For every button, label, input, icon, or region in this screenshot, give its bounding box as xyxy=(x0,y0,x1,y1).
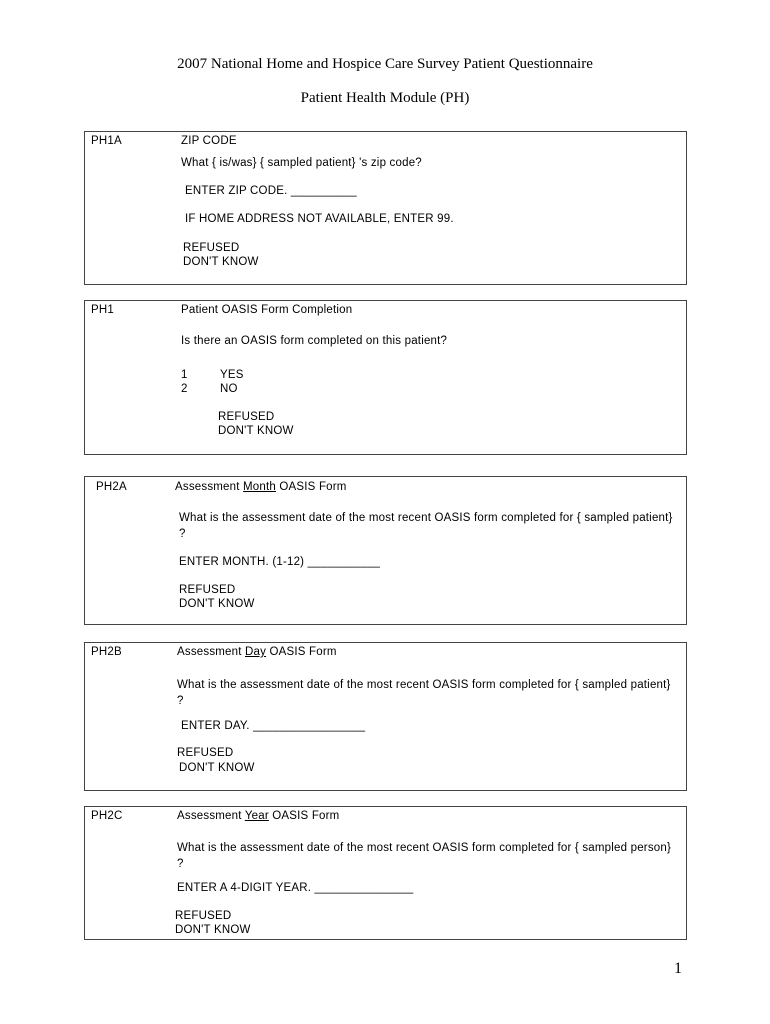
question-block-ph2a xyxy=(84,476,687,625)
option-refused: REFUSED xyxy=(218,411,275,423)
year-entry: ENTER A 4-DIGIT YEAR. _______________ xyxy=(177,882,414,894)
label-keyword: Year xyxy=(244,810,269,822)
zip-code-entry: ENTER ZIP CODE. __________ xyxy=(185,185,357,197)
module-subtitle: Patient Health Module (PH) xyxy=(300,90,470,106)
question-label: Assessment Month OASIS Form xyxy=(175,481,347,493)
option-dont-know: DON'T KNOW xyxy=(179,762,255,774)
instruction-note: IF HOME ADDRESS NOT AVAILABLE, ENTER 99. xyxy=(185,213,454,225)
question-code: PH1A xyxy=(91,135,122,147)
option-dont-know: DON'T KNOW xyxy=(175,924,251,936)
label-keyword: Month xyxy=(243,481,276,493)
option-dont-know: DON'T KNOW xyxy=(179,598,255,610)
option-yes-label: YES xyxy=(220,369,244,381)
question-code: PH1 xyxy=(91,304,114,316)
question-text: What { is/was} { sampled patient} 's zip code? xyxy=(181,157,422,169)
label-keyword: Day xyxy=(245,646,267,658)
option-refused: REFUSED xyxy=(177,747,234,759)
question-label: Patient OASIS Form Completion xyxy=(181,304,353,316)
question-block-ph1a xyxy=(84,131,687,285)
question-code: PH2B xyxy=(91,646,122,658)
option-yes-number: 1 xyxy=(181,369,188,381)
question-label: Assessment Year OASIS Form xyxy=(177,810,340,822)
question-block-ph1 xyxy=(84,300,687,455)
option-no-label: NO xyxy=(220,383,238,395)
document-title: 2007 National Home and Hospice Care Survey Patient Questionnaire xyxy=(177,56,593,72)
option-no-number: 2 xyxy=(181,383,188,395)
question-block-ph2b xyxy=(84,642,687,791)
page-number: 1 xyxy=(674,960,682,977)
question-text: What is the assessment date of the most recent OASIS form completed for { sampled patient} ? xyxy=(179,512,673,540)
day-entry: ENTER DAY. _________________ xyxy=(181,720,366,732)
question-code: PH2A xyxy=(96,481,127,493)
option-dont-know: DON'T KNOW xyxy=(218,425,294,437)
option-refused: REFUSED xyxy=(179,584,236,596)
question-text: What is the assessment date of the most recent OASIS form completed for { sampled patient} ? xyxy=(177,679,671,707)
question-label: Assessment Day OASIS Form xyxy=(177,646,337,658)
option-dont-know: DON'T KNOW xyxy=(183,256,259,268)
question-block-ph2c xyxy=(84,806,687,940)
option-refused: REFUSED xyxy=(183,242,240,254)
question-code: PH2C xyxy=(91,810,123,822)
question-label: ZIP CODE xyxy=(181,135,237,147)
question-text: What is the assessment date of the most recent OASIS form completed for { sampled person} ? xyxy=(177,842,671,870)
option-refused: REFUSED xyxy=(175,910,232,922)
month-entry: ENTER MONTH. (1-12) ___________ xyxy=(179,556,381,568)
question-text: Is there an OASIS form completed on this patient? xyxy=(181,335,448,347)
